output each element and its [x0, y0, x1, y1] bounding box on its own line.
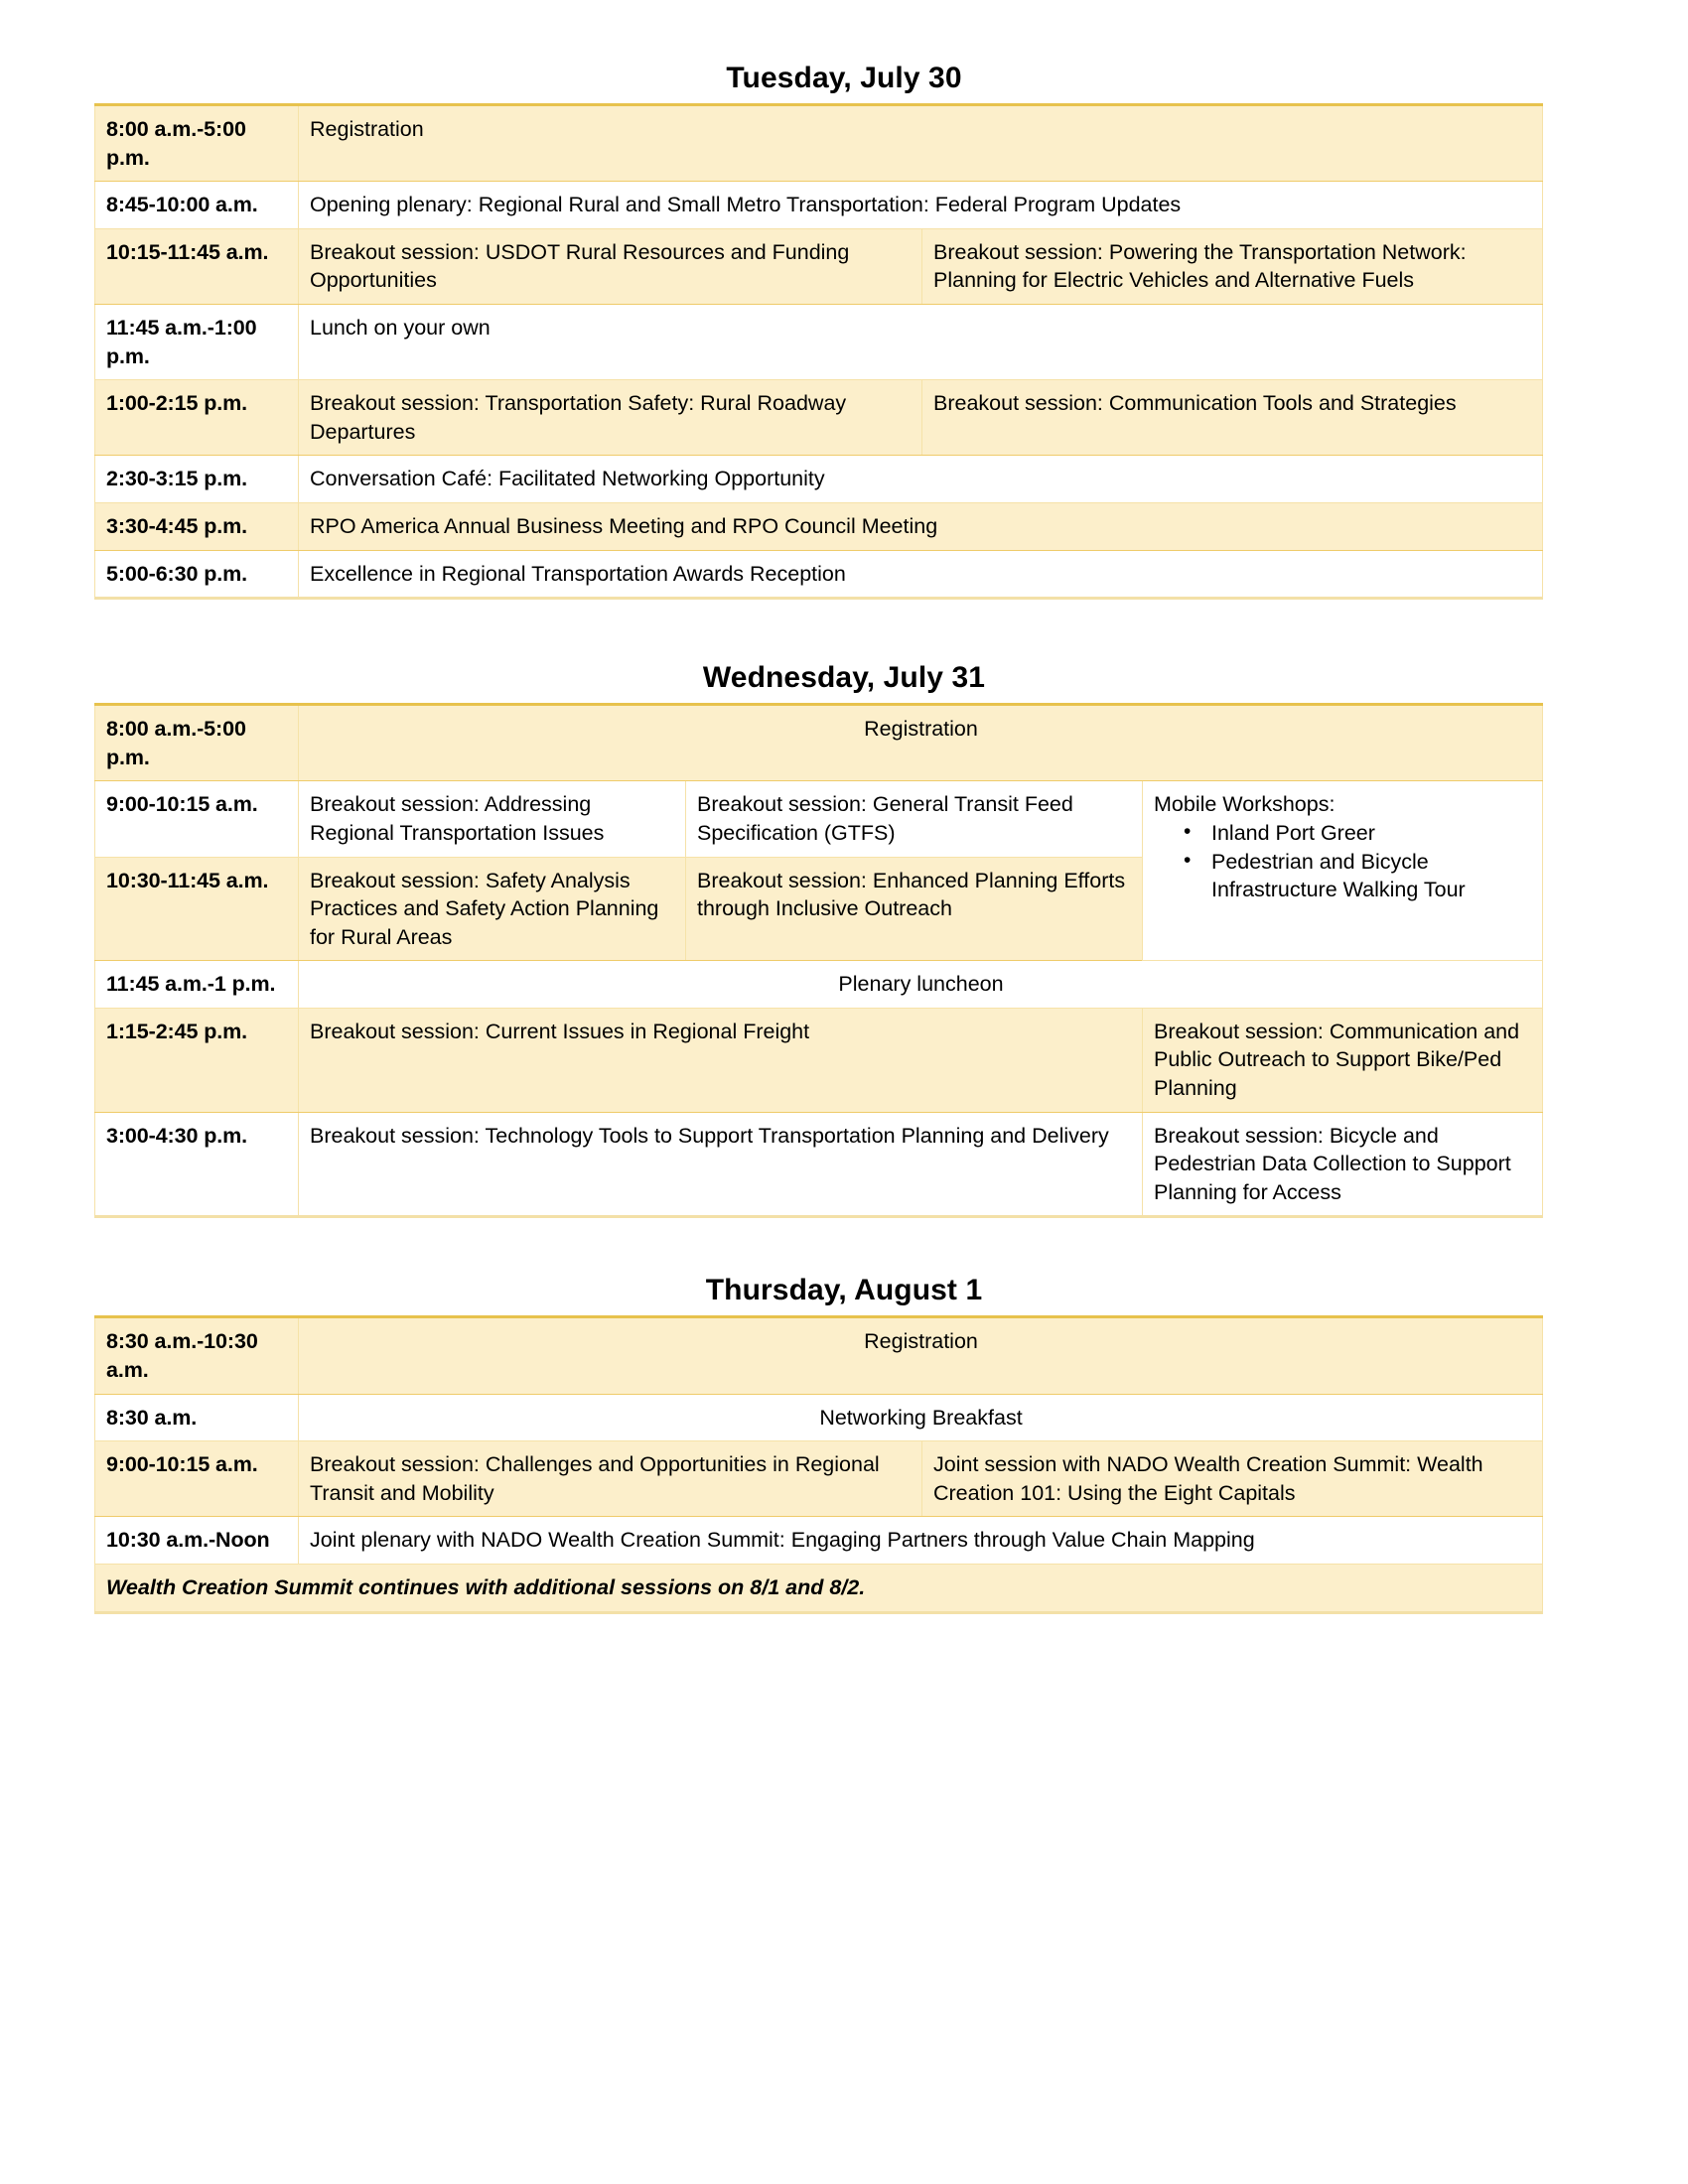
list-item: • Pedestrian and Bicycle Infrastructure Walking Tour: [1184, 848, 1532, 904]
agenda-footnote: Wealth Creation Summit continues with additional sessions on 8/1 and 8/2.: [95, 1565, 1543, 1613]
section-spacer: [0, 600, 1688, 661]
row-session: Plenary luncheon: [299, 961, 1543, 1009]
row-session: Breakout session: Challenges and Opportunities in Regional Transit and Mobility: [299, 1441, 922, 1517]
table-row: [95, 550, 1543, 599]
row-time: 10:30-11:45 a.m.: [95, 857, 299, 961]
row-time: 1:00-2:15 p.m.: [95, 380, 299, 456]
agenda-table-tuesday: [94, 103, 1543, 600]
table-row: [95, 228, 1543, 304]
top-spacer: [0, 0, 1688, 62]
row-session: Breakout session: Technology Tools to Support Transportation Planning and Delivery: [299, 1112, 1143, 1217]
row-time: 11:45 a.m.-1:00 p.m.: [95, 304, 299, 379]
row-time: 3:00-4:30 p.m.: [95, 1112, 299, 1217]
row-session: RPO America Annual Business Meeting and RPO Council Meeting: [299, 502, 1543, 550]
agenda-table-thursday: [94, 1315, 1543, 1613]
mobile-workshops-cell: [1143, 781, 1543, 961]
row-session: Conversation Café: Facilitated Networking Opportunity: [299, 456, 1543, 503]
row-time: 5:00-6:30 p.m.: [95, 550, 299, 599]
day-title-tuesday: Tuesday, July 30: [726, 62, 962, 94]
day-block-tuesday: [0, 62, 1688, 600]
row-session: Breakout session: Powering the Transportation Network: Planning for Electric Vehicles and Alternative Fuels: [922, 228, 1543, 304]
table-row: [95, 502, 1543, 550]
table-row: [95, 1517, 1543, 1565]
day-block-thursday: [0, 1274, 1688, 1613]
table-row: [95, 380, 1543, 456]
row-session: Breakout session: Current Issues in Regional Freight: [299, 1008, 1143, 1112]
row-time: 3:30-4:45 p.m.: [95, 502, 299, 550]
row-session: Excellence in Regional Transportation Awards Reception: [299, 550, 1543, 599]
row-session: Breakout session: Bicycle and Pedestrian Data Collection to Support Planning for Access: [1143, 1112, 1543, 1217]
table-row: [95, 182, 1543, 229]
list-item: • Inland Port Greer: [1184, 819, 1532, 848]
table-row: [95, 1394, 1543, 1441]
row-time: 9:00-10:15 a.m.: [95, 781, 299, 857]
table-row: [95, 105, 1543, 182]
row-session: Registration: [299, 1317, 1543, 1394]
row-time: 10:30 a.m.-Noon: [95, 1517, 299, 1565]
table-row: [95, 304, 1543, 379]
row-session: Breakout session: General Transit Feed Specification (GTFS): [686, 781, 1143, 857]
row-time: 11:45 a.m.-1 p.m.: [95, 961, 299, 1009]
row-session: Breakout session: Safety Analysis Practices and Safety Action Planning for Rural Areas: [299, 857, 686, 961]
section-spacer: [0, 1218, 1688, 1274]
row-session: Breakout session: Communication and Public Outreach to Support Bike/Ped Planning: [1143, 1008, 1543, 1112]
row-session: Registration: [299, 705, 1543, 781]
row-session: Lunch on your own: [299, 304, 1543, 379]
row-time: 2:30-3:15 p.m.: [95, 456, 299, 503]
day-title-wednesday: Wednesday, July 31: [702, 661, 986, 695]
day-block-wednesday: [0, 661, 1688, 1218]
mobile-workshops-heading: Mobile Workshops:: [1154, 792, 1336, 817]
table-row-footnote: [95, 1565, 1543, 1613]
row-session: Networking Breakfast: [299, 1394, 1543, 1441]
row-session: Breakout session: Transportation Safety: Rural Roadway Departures: [299, 380, 922, 456]
row-time: 8:30 a.m.-10:30 a.m.: [95, 1317, 299, 1394]
row-time: 8:45-10:00 a.m.: [95, 182, 299, 229]
table-row: [95, 456, 1543, 503]
agenda-table-wednesday: [94, 703, 1543, 1218]
row-time: 10:15-11:45 a.m.: [95, 228, 299, 304]
row-time: 8:00 a.m.-5:00 p.m.: [95, 705, 299, 781]
row-time: 9:00-10:15 a.m.: [95, 1441, 299, 1517]
table-row: [95, 781, 1543, 857]
row-session: Breakout session: USDOT Rural Resources and Funding Opportunities: [299, 228, 922, 304]
row-session: Joint session with NADO Wealth Creation Summit: Wealth Creation 101: Using the Eight Capitals: [922, 1441, 1543, 1517]
mobile-workshops-list: [1154, 819, 1532, 904]
row-session: Registration: [299, 105, 1543, 182]
day-title-thursday: Thursday, August 1: [705, 1274, 983, 1307]
table-row: [95, 1112, 1543, 1217]
table-row: [95, 961, 1543, 1009]
row-session: Breakout session: Communication Tools and Strategies: [922, 380, 1543, 456]
row-session: Opening plenary: Regional Rural and Small Metro Transportation: Federal Program Updates: [299, 182, 1543, 229]
table-row: [95, 1317, 1543, 1394]
table-row: [95, 1441, 1543, 1517]
table-row: [95, 705, 1543, 781]
table-row: [95, 1008, 1543, 1112]
row-time: 1:15-2:45 p.m.: [95, 1008, 299, 1112]
row-time: 8:00 a.m.-5:00 p.m.: [95, 105, 299, 182]
row-session: Breakout session: Enhanced Planning Efforts through Inclusive Outreach: [686, 857, 1143, 961]
row-session: Breakout session: Addressing Regional Transportation Issues: [299, 781, 686, 857]
row-time: 8:30 a.m.: [95, 1394, 299, 1441]
row-session: Joint plenary with NADO Wealth Creation Summit: Engaging Partners through Value Chain Mapping: [299, 1517, 1543, 1565]
